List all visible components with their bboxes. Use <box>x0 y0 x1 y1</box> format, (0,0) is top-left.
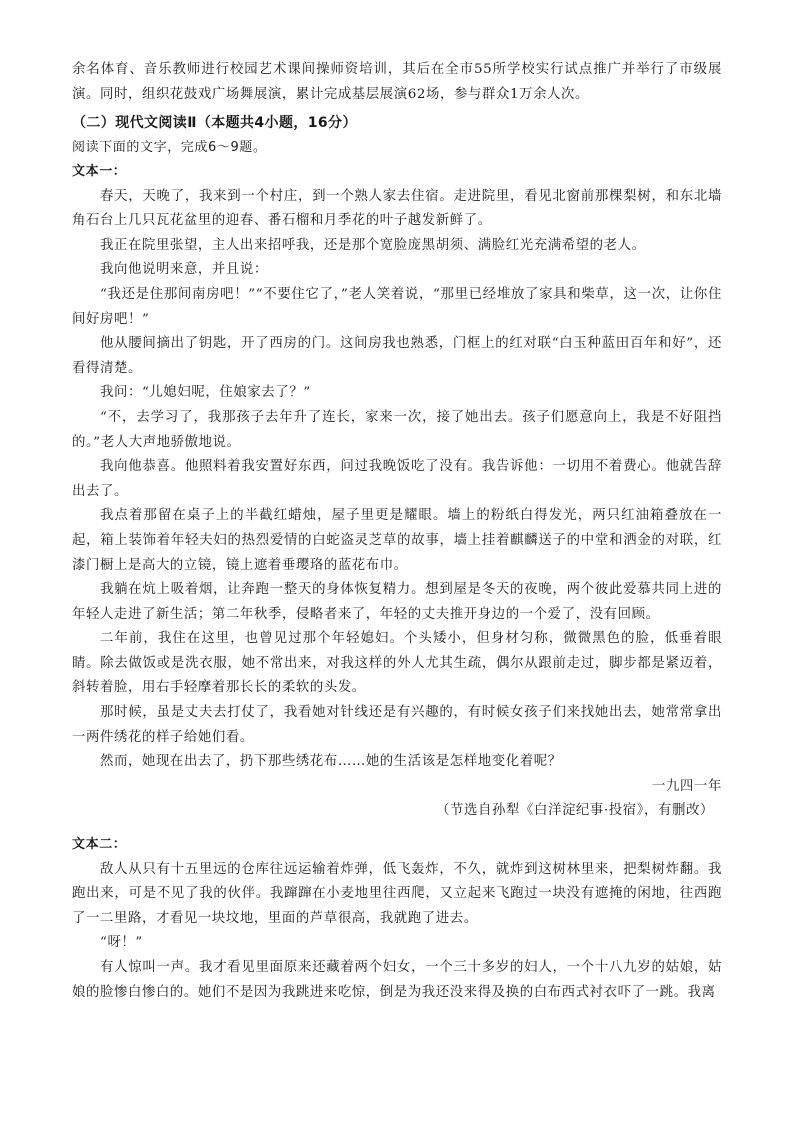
text1-paragraph: “我还是住那间南房吧！”“不要住它了，”老人笑着说，“那里已经堆放了家具和柴草，这一次，让你住间好房吧！” <box>72 286 722 327</box>
text1-paragraph: 二年前，我住在这里，也曾见过那个年轻媳妇。个头矮小，但身材匀称，微微黑色的脸，低垂着眼睛。除去做饭或是洗衣服，她不常出来，对我这样的外人尤其生疏，偶尔从跟前走过，脚步都是紧迈着，斜转着脸，用右手轻摩着那长长的柔软的头发。 <box>72 631 722 696</box>
text1-paragraph: “不，去学习了，我那孩子去年升了连长，家来一次，接了她出去。孩子们愿意向上，我是不好阻挡的。”老人大声地骄傲地说。 <box>72 409 722 450</box>
text2-paragraph: 敌人从只有十五里远的仓库往远运输着炸弹，低飞轰炸，不久，就炸到这树林里来，把梨树炸翻。我跑出来，可是不见了我的伙伴。我蹿蹿在小麦地里往西爬，又立起来飞跑过一块没有遮掩的闲地，往西跑了一二里路，才看见一块坟地，里面的芦草很高，我就跑了进去。 <box>72 861 722 926</box>
text1-paragraph: 我向他说明来意，并且说： <box>100 262 268 278</box>
text1-paragraph: 我点着那留在桌子上的半截红蜡烛，屋子里更是耀眼。墙上的粉纸白得发光，两只红油箱叠放在一起，箱上装饰着年轻夫妇的热烈爱情的白蛇盗灵芝草的故事，墙上挂着麒麟送子的中堂和洒金的对联，红漆门橱上是高大的立镜，镜上遮着垂璎珞的蓝花布巾。 <box>72 508 722 573</box>
text1-paragraph: 那时候，虽是丈夫去打仗了，我看她对针线还是有兴趣的，有时候女孩子们来找她出去，她常常拿出一两件绣花的样子给她们看。 <box>72 705 722 745</box>
text1-paragraph: 然而，她现在出去了，扔下那些绣花布……她的生活该是怎样地变化着呢？ <box>100 754 562 770</box>
text1-source: （节选自孙犁《白洋淀纪事·投宿》，有删改） <box>436 803 714 819</box>
text2-label: 文本二： <box>72 837 127 852</box>
text2 <box>72 833 722 1005</box>
text2-paragraph: “呀！” <box>100 935 143 951</box>
text1-paragraph: 春天，天晚了，我来到一个村庄，到一个熟人家去住宿。走进院里，看见北窗前那棵梨树，和东北墙角石台上几只瓦花盆里的迎春、番石榴和月季花的叶子越发新鲜了。 <box>72 188 722 229</box>
section-instruction: 阅读下面的文字，完成6～9题。 <box>72 139 267 155</box>
text1-paragraph: 我问：“儿媳妇呢，住娘家去了？” <box>100 385 311 401</box>
text1 <box>72 160 722 824</box>
intro-paragraph: 余名体育、音乐教师进行校园艺术课间操师资培训，其后在全市55所学校实行试点推广并举行了市级展演。同时，组织花鼓戏广场舞展演，累计完成基层展演62场，参与群众1万余人次。 <box>72 62 722 102</box>
text2-paragraph: 有人惊叫一声。我才看见里面原来还藏着两个妇女，一个三十多岁的妇人，一个十八九岁的姑娘，姑娘的脸惨白惨白的。她们不是因为我跳进来吃惊，倒是为我还没来得及换的白布西式衬衣吓了一跳。我离 <box>72 959 722 1000</box>
section-header <box>72 111 722 160</box>
intro-section <box>72 58 722 107</box>
section-title: （二）现代文阅读Ⅱ（本题共4小题，16分） <box>72 115 357 131</box>
text1-paragraph: 我向他恭喜。他照料着我安置好东西，问过我晚饭吃了没有。我告诉他：一切用不着费心。他就告辞出去了。 <box>72 459 722 499</box>
text1-date: 一九四一年 <box>652 778 722 794</box>
text1-label: 文本一： <box>72 164 127 179</box>
text1-paragraph: 我正在院里张望，主人出来招呼我，还是那个宽脸庞黑胡须、满脸红光充满希望的老人。 <box>100 237 646 253</box>
text1-paragraph: 我躺在炕上吸着烟，让奔跑一整天的身体恢复精力。想到屋是冬天的夜晚，两个彼此爱慕共同上进的年轻人走进了新生活；第二年秋季，侵略者来了，年轻的丈夫推开身边的一个爱了，没有回顾。 <box>72 582 722 622</box>
text1-paragraph: 他从腰间摘出了钥匙，开了西房的门。这间房我也熟悉，门框上的红对联“白玉种蓝田百年和好”，还看得清楚。 <box>72 336 722 376</box>
